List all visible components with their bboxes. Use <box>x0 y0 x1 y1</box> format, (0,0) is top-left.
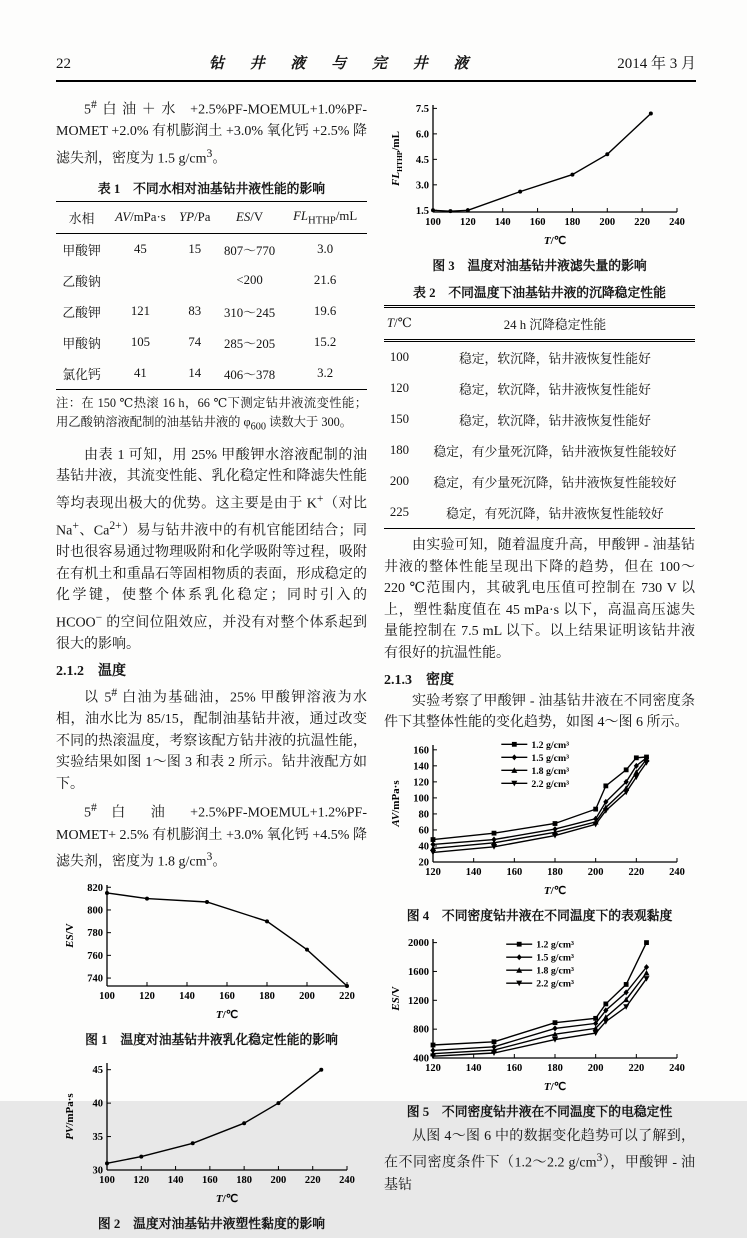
chart-fl-vs-temperature <box>387 96 693 248</box>
svg-text:140: 140 <box>412 761 429 773</box>
svg-text:180: 180 <box>235 1174 252 1186</box>
table2 <box>384 305 695 529</box>
svg-text:760: 760 <box>86 950 103 962</box>
svg-text:2.2 g/cm³: 2.2 g/cm³ <box>535 978 574 990</box>
table-row <box>384 435 695 466</box>
table-cell: 稳定，软沉降，钻井液恢复性能好 <box>458 352 651 366</box>
figure-2-caption: 图 2 温度对油基钻井液塑性黏度的影响 <box>97 1216 326 1231</box>
svg-text:T/℃: T/℃ <box>543 884 566 897</box>
svg-text:PV/mPa·s: PV/mPa·s <box>63 1092 76 1140</box>
svg-text:800: 800 <box>412 1024 429 1036</box>
left-column <box>56 94 367 1238</box>
svg-text:220: 220 <box>627 1062 644 1074</box>
table-cell: 3.2 <box>317 366 334 381</box>
svg-text:1.5 g/cm³: 1.5 g/cm³ <box>530 752 569 764</box>
svg-text:100: 100 <box>98 1174 115 1186</box>
table2-title: 表 2 不同温度下油基钻井液的沉降稳定性能 <box>413 286 666 300</box>
svg-text:FLHTHP/mL: $FL_{HTHP}/mL$ <box>389 131 404 186</box>
svg-text:240: 240 <box>668 217 685 228</box>
table-cell: 225 <box>389 505 410 519</box>
page-content <box>56 52 696 1238</box>
table1 <box>56 201 367 390</box>
discussion-paragraph: 由表 1 可知，用 25% 甲酸钾水溶液配制的油基钻井液，其流变性能、乳化稳定性和降滤失性能等均表现出极大的优势。这主要是由于 K+（对比 Na+、$Ca^{2+}$）易与钻井液中的有机官能团结合；同时也很容易通过物理吸附和化学吸附等过程，吸附在有机土和重晶石等固相物质的表面，形成稳定的化学键，使整个体系乳化稳定；同时引入的 HCOO− 的空间位阻效应，并没有对整个体系起到很大的影响。 <box>56 447 368 653</box>
svg-text:180: 180 <box>258 990 275 1002</box>
table-cell: 甲酸钠 <box>62 337 101 352</box>
table-cell: 乙酸钠 <box>62 275 101 290</box>
svg-text:160: 160 <box>505 1062 522 1074</box>
table-cell: 稳定，软沉降，钻井液恢复性能好 <box>458 414 651 428</box>
column-header: 水相 <box>56 202 107 234</box>
density-intro-paragraph: 实验考察了甲酸钾 - 油基钻井液在不同密度条件下其整体性能的变化趋势，如图 4～图 6 所示。 <box>384 693 695 731</box>
table-cell: 15 <box>188 242 202 257</box>
svg-text:120: 120 <box>424 1062 441 1074</box>
svg-text:ES/V: ES/V <box>63 922 76 948</box>
svg-text:160: 160 <box>529 217 545 228</box>
svg-text:800: 800 <box>86 905 103 917</box>
column-header: 24 h 沉降稳定性能 <box>415 307 695 341</box>
table-cell: 14 <box>188 366 202 381</box>
svg-text:2.2 g/cm³: 2.2 g/cm³ <box>530 778 569 790</box>
column-header: $FL_{HTHP}/mL$ <box>283 202 367 234</box>
svg-text:T/℃: T/℃ <box>543 235 566 247</box>
chart-av-vs-temperature-densities <box>387 736 693 898</box>
table-cell: 83 <box>188 304 202 319</box>
table-cell: 45 <box>134 242 147 257</box>
temperature-method-paragraph: 以 5# 白油为基础油，25% 甲酸钾溶液为水相，油水比为 85/15，配制油基钻井液，通过改变不同的热滚温度，考察该配方钻井液的抗温性能，实验结果如图 1～图 3 和表 2 所示。钻井液配方如下。 <box>56 685 367 792</box>
svg-text:220: 220 <box>633 217 650 228</box>
svg-text:1.5 g/cm³: 1.5 g/cm³ <box>535 952 574 964</box>
svg-text:160: 160 <box>218 990 235 1002</box>
svg-text:1.2 g/cm³: 1.2 g/cm³ <box>535 939 574 951</box>
svg-text:220: 220 <box>627 866 644 878</box>
table-cell: 150 <box>389 412 410 426</box>
svg-text:120: 120 <box>459 217 476 228</box>
table1-title: 表 1 不同水相对油基钻井液性能的影响 <box>97 182 326 197</box>
table-cell: 稳定，软沉降，钻井液恢复性能好 <box>458 383 651 397</box>
svg-text:3.0: 3.0 <box>415 180 429 192</box>
svg-text:AV/mPa·s: AV/mPa·s <box>389 780 402 827</box>
data-table <box>56 201 367 390</box>
svg-text:740: 740 <box>86 973 103 985</box>
svg-text:200: 200 <box>587 1062 604 1074</box>
table-cell: 21.6 <box>313 273 337 288</box>
svg-text:100: 100 <box>98 990 115 1002</box>
table-cell: 41 <box>134 366 147 381</box>
svg-text:1.8 g/cm³: 1.8 g/cm³ <box>535 965 574 977</box>
table-cell <box>107 265 174 296</box>
table-cell: 285～205 <box>223 337 276 352</box>
table-row <box>384 341 695 374</box>
svg-text:40: 40 <box>92 1098 103 1110</box>
svg-text:1600: 1600 <box>407 966 429 978</box>
svg-text:30: 30 <box>92 1165 103 1177</box>
svg-text:140: 140 <box>465 1062 482 1074</box>
figure-4-caption: 图 4 不同密度钻井液在不同温度下的表观黏度 <box>406 908 673 923</box>
table-row <box>56 265 367 296</box>
figure-4 <box>384 736 695 924</box>
column-header: T/℃ <box>384 307 415 341</box>
svg-text:20: 20 <box>418 857 429 869</box>
table-row <box>384 404 695 435</box>
two-column-body <box>56 94 696 1238</box>
svg-text:160: 160 <box>505 866 522 878</box>
column-header: ES/V <box>216 202 283 234</box>
page-header <box>56 52 696 82</box>
svg-text:40: 40 <box>418 841 429 853</box>
table-row <box>384 497 695 529</box>
table-cell: 3.0 <box>317 242 334 257</box>
figure-2 <box>56 1054 367 1232</box>
table-cell: 120 <box>389 381 410 395</box>
svg-text:200: 200 <box>598 217 615 228</box>
svg-text:180: 180 <box>546 1062 563 1074</box>
table-cell: 807～770 <box>223 244 276 259</box>
svg-text:T/℃: T/℃ <box>543 1080 566 1093</box>
svg-text:220: 220 <box>304 1174 321 1186</box>
svg-text:T/℃: T/℃ <box>215 1008 238 1021</box>
table-cell: 乙酸钾 <box>62 306 101 321</box>
table-row <box>56 234 367 266</box>
chart-pv-vs-temperature <box>61 1054 363 1206</box>
table-cell: 稳定，有少量死沉降，钻井液恢复性能较好 <box>433 445 677 459</box>
table-cell: 氯化钙 <box>62 368 101 383</box>
table-cell: 100 <box>389 350 410 364</box>
svg-text:1.8 g/cm³: 1.8 g/cm³ <box>530 765 569 777</box>
table-cell: 74 <box>188 335 202 350</box>
svg-text:160: 160 <box>412 745 429 757</box>
figure-5 <box>384 930 695 1120</box>
svg-text:1.5: 1.5 <box>415 205 429 217</box>
svg-text:T/℃: T/℃ <box>215 1192 238 1205</box>
journal-title: 钻 井 液 与 完 井 液 <box>208 56 480 72</box>
table-cell: 15.2 <box>313 335 337 350</box>
svg-text:160: 160 <box>201 1174 218 1186</box>
section-heading-2-1-2: 2.1.2 温度 <box>56 663 126 679</box>
svg-text:400: 400 <box>412 1053 429 1065</box>
table1-note: 注：在 150 ℃热滚 16 h，66 ℃下测定钻井液流变性能；用乙酸钠溶液配制的油基钻井液的 $\varphi_{600}$ 读数大于 300。 <box>56 396 367 433</box>
density-result-paragraph: 从图 4～图 6 中的数据变化趋势可以了解到，在不同密度条件下（1.2～2.2 $g/cm^3$），甲酸钾 - 油基钻 <box>384 1128 695 1193</box>
table-cell: 406～378 <box>223 368 276 383</box>
table-cell: 甲酸钾 <box>62 244 101 259</box>
svg-text:4.5: 4.5 <box>415 154 429 166</box>
svg-text:1200: 1200 <box>407 995 429 1007</box>
svg-text:140: 140 <box>465 866 482 878</box>
table-row <box>56 358 367 390</box>
table-row <box>56 327 367 358</box>
svg-text:120: 120 <box>412 777 429 789</box>
formula-paragraph-2: 5# 白 油 +2.5%PF-MOEMUL+1.2%PF-MOMET+ 2.5% 有机膨润土 +3.0% 氧化钙 +4.5% 降滤失剂，密度为 1.8 $g/cm^3$。 <box>56 801 367 870</box>
figure-3-caption: 图 3 温度对油基钻井液滤失量的影响 <box>432 259 647 273</box>
table-cell: 200 <box>389 474 410 488</box>
svg-text:2000: 2000 <box>407 937 429 949</box>
svg-text:ES/V: ES/V <box>389 986 402 1011</box>
data-table <box>384 305 695 529</box>
figure-5-caption: 图 5 不同密度钻井液在不同温度下的电稳定性 <box>406 1104 673 1119</box>
chart-es-vs-temperature <box>61 876 363 1022</box>
svg-text:240: 240 <box>668 866 685 878</box>
table-cell: 310～245 <box>223 306 276 321</box>
svg-text:120: 120 <box>138 990 155 1002</box>
table-cell: 19.6 <box>313 304 337 319</box>
temperature-result-paragraph: 由实验可知，随着温度升高，甲酸钾 - 油基钻井液的整体性能呈现出下降的趋势，但在 100～220 ℃范围内，其破乳电压值可控制在 730 V 以上，塑性黏度值在 45 mPa·s 以下，高温高压滤失量能控制在 7.5 mL 以下。以上结果证明该钻井液有很好的抗温性能。 <box>384 538 695 661</box>
table-cell: <200 <box>236 273 263 288</box>
table-cell: 稳定，有少量死沉降，钻井液恢复性能较好 <box>433 476 677 490</box>
svg-text:820: 820 <box>86 882 103 894</box>
formula-paragraph-1: 5#白油＋水 +2.5%PF-MOEMUL+1.0%PF-MOMET +2.0% 有机膨润土 +3.0% 氧化钙 +2.5% 降滤失剂，密度为 1.5 $g/cm^3$。 <box>56 98 367 167</box>
svg-text:6.0: 6.0 <box>415 129 429 141</box>
chart-es-vs-temperature-densities <box>387 930 693 1094</box>
svg-text:120: 120 <box>132 1174 149 1186</box>
table-cell: 180 <box>389 443 410 457</box>
svg-text:180: 180 <box>564 217 580 228</box>
svg-text:220: 220 <box>338 990 355 1002</box>
right-column <box>384 94 695 1238</box>
svg-text:240: 240 <box>338 1174 355 1186</box>
column-header: AV/mPa·s <box>107 202 174 234</box>
svg-text:140: 140 <box>494 217 511 228</box>
figure-1 <box>56 876 367 1048</box>
column-header: YP/Pa <box>174 202 216 234</box>
table-row <box>384 373 695 404</box>
figure-3 <box>384 96 695 274</box>
issue-date: 2014 年 3 月 <box>617 56 696 72</box>
svg-text:140: 140 <box>167 1174 183 1186</box>
svg-text:120: 120 <box>424 866 441 878</box>
svg-text:140: 140 <box>178 990 195 1002</box>
table-cell: 稳定，有死沉降，钻井液恢复性能较好 <box>446 507 664 521</box>
svg-text:35: 35 <box>92 1131 103 1143</box>
svg-text:60: 60 <box>418 825 429 837</box>
page-number: 22 <box>56 56 71 72</box>
table-cell <box>174 265 216 296</box>
svg-text:240: 240 <box>668 1062 685 1074</box>
svg-text:1.2 g/cm³: 1.2 g/cm³ <box>530 739 569 751</box>
svg-text:100: 100 <box>412 793 429 805</box>
table-cell: 121 <box>130 304 151 319</box>
svg-text:200: 200 <box>270 1174 286 1186</box>
section-heading-2-1-3: 2.1.3 密度 <box>384 672 454 688</box>
svg-text:200: 200 <box>298 990 315 1002</box>
svg-text:45: 45 <box>92 1064 103 1076</box>
svg-text:180: 180 <box>546 866 563 878</box>
svg-text:200: 200 <box>587 866 604 878</box>
table-cell: 105 <box>130 335 151 350</box>
svg-text:80: 80 <box>418 809 429 821</box>
table-row <box>56 296 367 327</box>
svg-text:100: 100 <box>424 217 441 228</box>
table-row <box>384 466 695 497</box>
svg-text:7.5: 7.5 <box>415 103 429 115</box>
svg-text:780: 780 <box>86 927 103 939</box>
figure-1-caption: 图 1 温度对油基钻井液乳化稳定性能的影响 <box>85 1032 338 1047</box>
